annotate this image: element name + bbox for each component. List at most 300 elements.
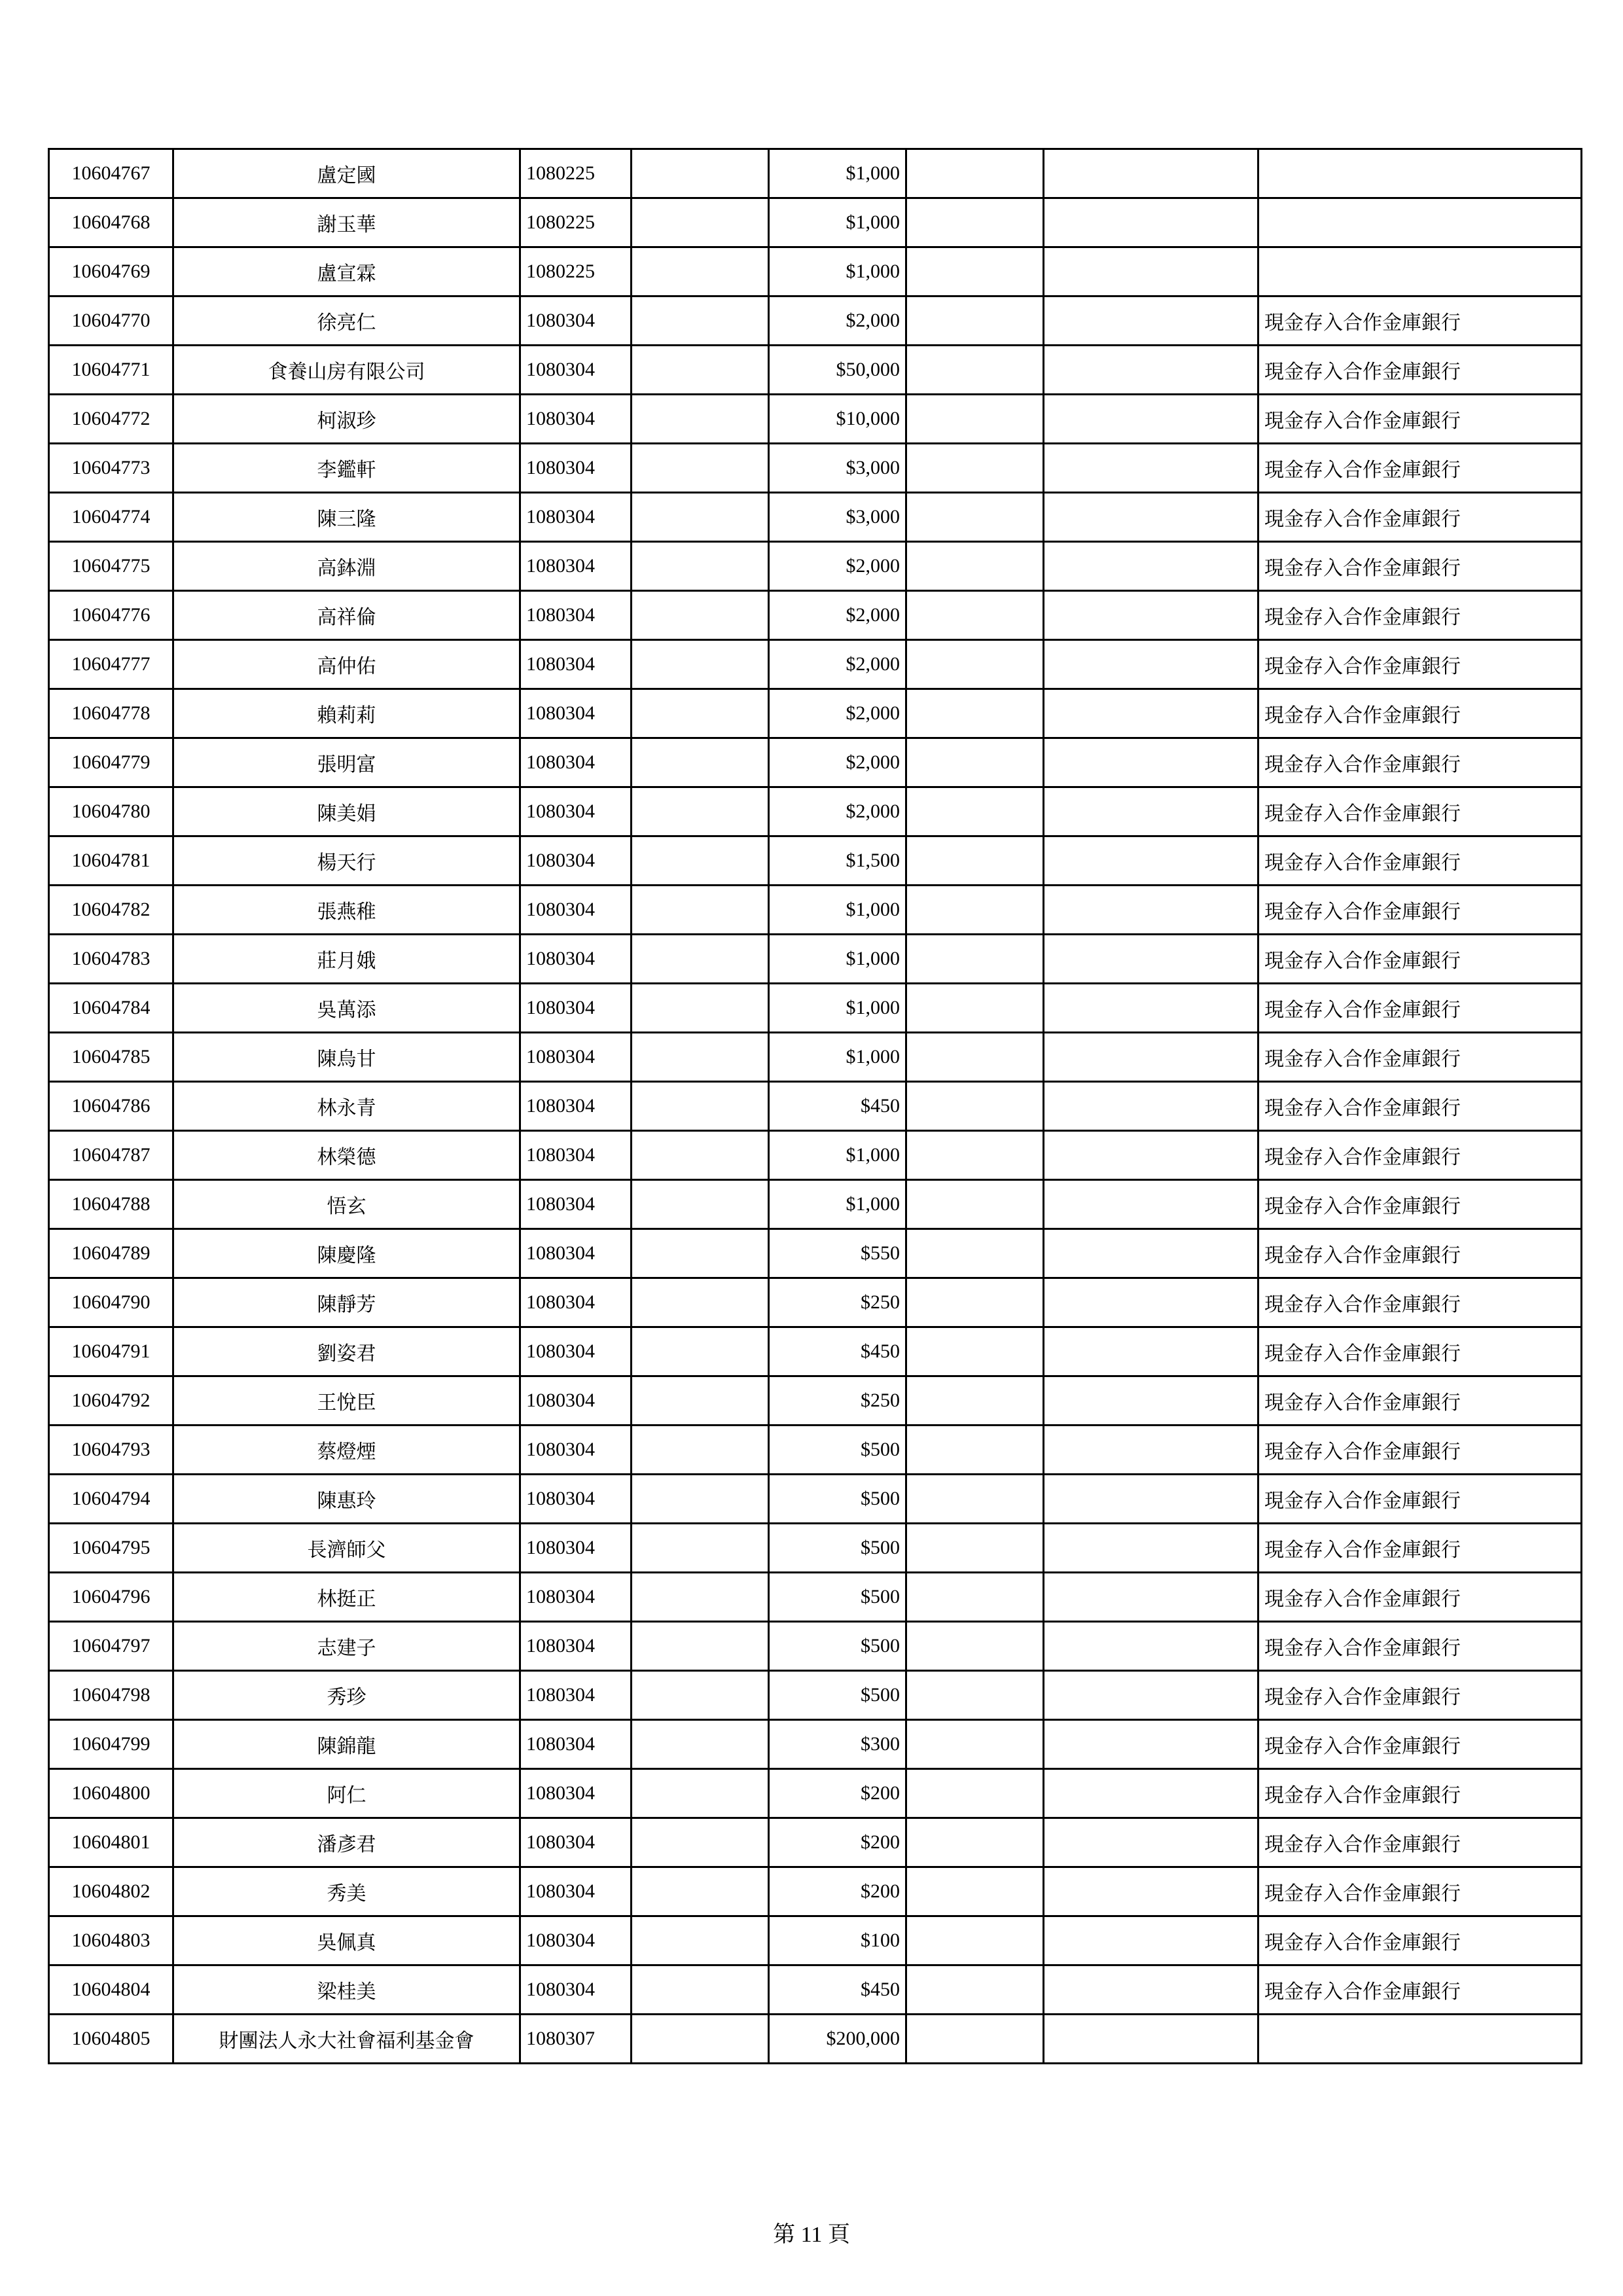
blank-cell <box>632 1524 769 1573</box>
blank-cell <box>1044 444 1258 493</box>
blank-cell <box>906 689 1044 738</box>
blank-cell <box>1044 738 1258 787</box>
remark-cell: 現金存入合作金庫銀行 <box>1258 444 1582 493</box>
donation-date-cell: 1080304 <box>520 1033 632 1082</box>
remark-cell: 現金存入合作金庫銀行 <box>1258 1327 1582 1376</box>
donation-date-cell: 1080304 <box>520 1965 632 2015</box>
receipt-number-cell: 10604800 <box>49 1769 173 1818</box>
table-row <box>49 1671 1582 1720</box>
blank-cell <box>632 296 769 346</box>
blank-cell <box>632 149 769 198</box>
blank-cell <box>906 738 1044 787</box>
amount-cell: $3,000 <box>769 493 906 542</box>
donation-date-cell: 1080304 <box>520 1376 632 1426</box>
donation-date-cell: 1080304 <box>520 1180 632 1229</box>
table-row <box>49 787 1582 836</box>
donation-date-cell: 1080304 <box>520 1426 632 1475</box>
receipt-number-cell: 10604776 <box>49 591 173 640</box>
amount-cell: $200 <box>769 1867 906 1916</box>
donation-date-cell: 1080225 <box>520 149 632 198</box>
blank-cell <box>1044 1278 1258 1327</box>
table-row <box>49 886 1582 935</box>
blank-cell <box>632 1327 769 1376</box>
blank-cell <box>906 1769 1044 1818</box>
remark-cell: 現金存入合作金庫銀行 <box>1258 787 1582 836</box>
blank-cell <box>632 591 769 640</box>
amount-cell: $1,000 <box>769 935 906 984</box>
table-row <box>49 1278 1582 1327</box>
remark-cell: 現金存入合作金庫銀行 <box>1258 1475 1582 1524</box>
table-row <box>49 149 1582 198</box>
donor-name-cell: 謝玉華 <box>173 198 520 247</box>
amount-cell: $500 <box>769 1573 906 1622</box>
receipt-number-cell: 10604786 <box>49 1082 173 1131</box>
blank-cell <box>632 1082 769 1131</box>
blank-cell <box>906 640 1044 689</box>
remark-cell: 現金存入合作金庫銀行 <box>1258 886 1582 935</box>
blank-cell <box>632 1180 769 1229</box>
blank-cell <box>632 395 769 444</box>
amount-cell: $500 <box>769 1475 906 1524</box>
donor-name-cell: 陳美娟 <box>173 787 520 836</box>
blank-cell <box>906 1524 1044 1573</box>
receipt-number-cell: 10604799 <box>49 1720 173 1769</box>
blank-cell <box>1044 1033 1258 1082</box>
amount-cell: $1,000 <box>769 984 906 1033</box>
blank-cell <box>906 1867 1044 1916</box>
donor-name-cell: 賴莉莉 <box>173 689 520 738</box>
donation-date-cell: 1080304 <box>520 640 632 689</box>
receipt-number-cell: 10604768 <box>49 198 173 247</box>
amount-cell: $500 <box>769 1671 906 1720</box>
blank-cell <box>906 2015 1044 2064</box>
donor-name-cell: 盧定國 <box>173 149 520 198</box>
blank-cell <box>906 1180 1044 1229</box>
table-row <box>49 1524 1582 1573</box>
receipt-number-cell: 10604793 <box>49 1426 173 1475</box>
donation-date-cell: 1080304 <box>520 1818 632 1867</box>
donor-name-cell: 莊月娥 <box>173 935 520 984</box>
receipt-number-cell: 10604783 <box>49 935 173 984</box>
table-row <box>49 738 1582 787</box>
blank-cell <box>632 738 769 787</box>
receipt-number-cell: 10604779 <box>49 738 173 787</box>
donor-name-cell: 劉姿君 <box>173 1327 520 1376</box>
receipt-number-cell: 10604789 <box>49 1229 173 1278</box>
blank-cell <box>1044 591 1258 640</box>
table-row <box>49 591 1582 640</box>
blank-cell <box>1044 886 1258 935</box>
remark-cell: 現金存入合作金庫銀行 <box>1258 1229 1582 1278</box>
remark-cell: 現金存入合作金庫銀行 <box>1258 346 1582 395</box>
donor-name-cell: 陳惠玲 <box>173 1475 520 1524</box>
receipt-number-cell: 10604805 <box>49 2015 173 2064</box>
amount-cell: $500 <box>769 1524 906 1573</box>
receipt-number-cell: 10604796 <box>49 1573 173 1622</box>
receipt-number-cell: 10604773 <box>49 444 173 493</box>
remark-cell: 現金存入合作金庫銀行 <box>1258 1131 1582 1180</box>
table-row <box>49 1622 1582 1671</box>
donation-date-cell: 1080304 <box>520 984 632 1033</box>
remark-cell: 現金存入合作金庫銀行 <box>1258 984 1582 1033</box>
amount-cell: $2,000 <box>769 787 906 836</box>
donor-name-cell: 梁桂美 <box>173 1965 520 2015</box>
remark-cell: 現金存入合作金庫銀行 <box>1258 1426 1582 1475</box>
amount-cell: $250 <box>769 1278 906 1327</box>
blank-cell <box>906 149 1044 198</box>
blank-cell <box>632 640 769 689</box>
amount-cell: $1,000 <box>769 886 906 935</box>
blank-cell <box>632 836 769 886</box>
amount-cell: $2,000 <box>769 640 906 689</box>
table-row <box>49 1867 1582 1916</box>
donation-ledger-table <box>48 148 1582 2064</box>
donor-name-cell: 林永青 <box>173 1082 520 1131</box>
blank-cell <box>632 2015 769 2064</box>
amount-cell: $2,000 <box>769 591 906 640</box>
receipt-number-cell: 10604797 <box>49 1622 173 1671</box>
blank-cell <box>1044 1671 1258 1720</box>
blank-cell <box>1044 198 1258 247</box>
blank-cell <box>632 1278 769 1327</box>
receipt-number-cell: 10604774 <box>49 493 173 542</box>
donation-date-cell: 1080304 <box>520 1524 632 1573</box>
blank-cell <box>1044 1082 1258 1131</box>
table-row <box>49 935 1582 984</box>
receipt-number-cell: 10604772 <box>49 395 173 444</box>
donation-date-cell: 1080304 <box>520 738 632 787</box>
receipt-number-cell: 10604791 <box>49 1327 173 1376</box>
amount-cell: $200 <box>769 1769 906 1818</box>
blank-cell <box>632 1573 769 1622</box>
donation-date-cell: 1080304 <box>520 1082 632 1131</box>
blank-cell <box>906 1376 1044 1426</box>
blank-cell <box>632 198 769 247</box>
blank-cell <box>1044 1916 1258 1965</box>
remark-cell: 現金存入合作金庫銀行 <box>1258 689 1582 738</box>
table-row <box>49 1769 1582 1818</box>
blank-cell <box>906 787 1044 836</box>
table-row <box>49 1426 1582 1475</box>
receipt-number-cell: 10604781 <box>49 836 173 886</box>
blank-cell <box>632 1867 769 1916</box>
blank-cell <box>906 1278 1044 1327</box>
receipt-number-cell: 10604794 <box>49 1475 173 1524</box>
blank-cell <box>632 1818 769 1867</box>
donation-date-cell: 1080304 <box>520 1867 632 1916</box>
donor-name-cell: 高祥倫 <box>173 591 520 640</box>
receipt-number-cell: 10604801 <box>49 1818 173 1867</box>
blank-cell <box>906 984 1044 1033</box>
donation-date-cell: 1080304 <box>520 1131 632 1180</box>
blank-cell <box>906 542 1044 591</box>
donor-name-cell: 柯淑珍 <box>173 395 520 444</box>
donation-date-cell: 1080304 <box>520 296 632 346</box>
table-row <box>49 1376 1582 1426</box>
table-row <box>49 1229 1582 1278</box>
blank-cell <box>632 493 769 542</box>
donor-name-cell: 高仲佑 <box>173 640 520 689</box>
blank-cell <box>632 984 769 1033</box>
table-row <box>49 247 1582 296</box>
amount-cell: $3,000 <box>769 444 906 493</box>
blank-cell <box>1044 1131 1258 1180</box>
table-row <box>49 1475 1582 1524</box>
remark-cell <box>1258 149 1582 198</box>
table-row <box>49 1818 1582 1867</box>
blank-cell <box>1044 1720 1258 1769</box>
table-row <box>49 1327 1582 1376</box>
donation-date-cell: 1080304 <box>520 542 632 591</box>
blank-cell <box>1044 1769 1258 1818</box>
amount-cell: $1,000 <box>769 247 906 296</box>
remark-cell: 現金存入合作金庫銀行 <box>1258 1180 1582 1229</box>
donor-name-cell: 張明富 <box>173 738 520 787</box>
blank-cell <box>906 591 1044 640</box>
receipt-number-cell: 10604777 <box>49 640 173 689</box>
blank-cell <box>906 1082 1044 1131</box>
remark-cell: 現金存入合作金庫銀行 <box>1258 1916 1582 1965</box>
donor-name-cell: 張燕稚 <box>173 886 520 935</box>
blank-cell <box>632 886 769 935</box>
donor-name-cell: 食養山房有限公司 <box>173 346 520 395</box>
blank-cell <box>632 1622 769 1671</box>
receipt-number-cell: 10604792 <box>49 1376 173 1426</box>
donor-name-cell: 吳佩真 <box>173 1916 520 1965</box>
amount-cell: $450 <box>769 1082 906 1131</box>
amount-cell: $10,000 <box>769 395 906 444</box>
donation-date-cell: 1080304 <box>520 787 632 836</box>
blank-cell <box>1044 493 1258 542</box>
remark-cell: 現金存入合作金庫銀行 <box>1258 836 1582 886</box>
blank-cell <box>1044 1426 1258 1475</box>
blank-cell <box>632 1769 769 1818</box>
blank-cell <box>1044 1818 1258 1867</box>
blank-cell <box>906 1916 1044 1965</box>
blank-cell <box>1044 542 1258 591</box>
donor-name-cell: 財團法人永大社會福利基金會 <box>173 2015 520 2064</box>
donor-name-cell: 陳三隆 <box>173 493 520 542</box>
blank-cell <box>632 1916 769 1965</box>
amount-cell: $2,000 <box>769 738 906 787</box>
remark-cell: 現金存入合作金庫銀行 <box>1258 640 1582 689</box>
receipt-number-cell: 10604787 <box>49 1131 173 1180</box>
remark-cell: 現金存入合作金庫銀行 <box>1258 1033 1582 1082</box>
remark-cell <box>1258 247 1582 296</box>
donor-name-cell: 悟玄 <box>173 1180 520 1229</box>
table-row <box>49 1033 1582 1082</box>
blank-cell <box>906 886 1044 935</box>
receipt-number-cell: 10604784 <box>49 984 173 1033</box>
blank-cell <box>1044 346 1258 395</box>
receipt-number-cell: 10604769 <box>49 247 173 296</box>
blank-cell <box>1044 149 1258 198</box>
amount-cell: $1,000 <box>769 198 906 247</box>
blank-cell <box>906 346 1044 395</box>
blank-cell <box>906 395 1044 444</box>
blank-cell <box>906 1965 1044 2015</box>
remark-cell: 現金存入合作金庫銀行 <box>1258 296 1582 346</box>
donation-date-cell: 1080304 <box>520 1916 632 1965</box>
blank-cell <box>632 1671 769 1720</box>
amount-cell: $500 <box>769 1426 906 1475</box>
table-row <box>49 836 1582 886</box>
table-row <box>49 984 1582 1033</box>
remark-cell: 現金存入合作金庫銀行 <box>1258 1769 1582 1818</box>
blank-cell <box>906 1475 1044 1524</box>
blank-cell <box>632 689 769 738</box>
blank-cell <box>1044 1376 1258 1426</box>
blank-cell <box>906 198 1044 247</box>
amount-cell: $1,500 <box>769 836 906 886</box>
blank-cell <box>632 1965 769 2015</box>
blank-cell <box>1044 1622 1258 1671</box>
receipt-number-cell: 10604771 <box>49 346 173 395</box>
donor-name-cell: 高鉢淵 <box>173 542 520 591</box>
blank-cell <box>906 1327 1044 1376</box>
blank-cell <box>1044 1965 1258 2015</box>
remark-cell: 現金存入合作金庫銀行 <box>1258 1573 1582 1622</box>
table-row <box>49 1180 1582 1229</box>
blank-cell <box>906 247 1044 296</box>
donation-date-cell: 1080304 <box>520 1327 632 1376</box>
donor-name-cell: 林榮德 <box>173 1131 520 1180</box>
blank-cell <box>906 1033 1044 1082</box>
donor-name-cell: 林挺正 <box>173 1573 520 1622</box>
blank-cell <box>906 1131 1044 1180</box>
blank-cell <box>632 935 769 984</box>
blank-cell <box>632 444 769 493</box>
donation-date-cell: 1080304 <box>520 1622 632 1671</box>
donation-date-cell: 1080304 <box>520 1769 632 1818</box>
table-row <box>49 296 1582 346</box>
blank-cell <box>1044 1180 1258 1229</box>
blank-cell <box>1044 296 1258 346</box>
donation-date-cell: 1080304 <box>520 886 632 935</box>
remark-cell: 現金存入合作金庫銀行 <box>1258 1720 1582 1769</box>
donation-date-cell: 1080304 <box>520 1229 632 1278</box>
blank-cell <box>1044 935 1258 984</box>
table-row <box>49 1573 1582 1622</box>
blank-cell <box>1044 787 1258 836</box>
blank-cell <box>1044 2015 1258 2064</box>
remark-cell: 現金存入合作金庫銀行 <box>1258 1622 1582 1671</box>
donation-date-cell: 1080304 <box>520 444 632 493</box>
donation-date-cell: 1080304 <box>520 591 632 640</box>
blank-cell <box>1044 1867 1258 1916</box>
amount-cell: $1,000 <box>769 1033 906 1082</box>
blank-cell <box>632 1229 769 1278</box>
donor-name-cell: 陳靜芳 <box>173 1278 520 1327</box>
blank-cell <box>632 1033 769 1082</box>
blank-cell <box>632 1475 769 1524</box>
donation-date-cell: 1080304 <box>520 836 632 886</box>
receipt-number-cell: 10604780 <box>49 787 173 836</box>
blank-cell <box>1044 1524 1258 1573</box>
receipt-number-cell: 10604790 <box>49 1278 173 1327</box>
receipt-number-cell: 10604775 <box>49 542 173 591</box>
table-row <box>49 1082 1582 1131</box>
donor-name-cell: 李鑑軒 <box>173 444 520 493</box>
amount-cell: $450 <box>769 1965 906 2015</box>
table-row <box>49 2015 1582 2064</box>
receipt-number-cell: 10604798 <box>49 1671 173 1720</box>
donation-date-cell: 1080304 <box>520 1671 632 1720</box>
amount-cell: $200 <box>769 1818 906 1867</box>
remark-cell: 現金存入合作金庫銀行 <box>1258 1818 1582 1867</box>
amount-cell: $50,000 <box>769 346 906 395</box>
remark-cell: 現金存入合作金庫銀行 <box>1258 1278 1582 1327</box>
remark-cell: 現金存入合作金庫銀行 <box>1258 1082 1582 1131</box>
receipt-number-cell: 10604802 <box>49 1867 173 1916</box>
blank-cell <box>1044 1327 1258 1376</box>
amount-cell: $550 <box>769 1229 906 1278</box>
donation-date-cell: 1080304 <box>520 395 632 444</box>
amount-cell: $1,000 <box>769 149 906 198</box>
donation-date-cell: 1080225 <box>520 247 632 296</box>
donor-name-cell: 徐亮仁 <box>173 296 520 346</box>
blank-cell <box>1044 1475 1258 1524</box>
blank-cell <box>632 1131 769 1180</box>
donation-date-cell: 1080304 <box>520 346 632 395</box>
receipt-number-cell: 10604770 <box>49 296 173 346</box>
blank-cell <box>906 1622 1044 1671</box>
blank-cell <box>906 836 1044 886</box>
receipt-number-cell: 10604788 <box>49 1180 173 1229</box>
remark-cell: 現金存入合作金庫銀行 <box>1258 493 1582 542</box>
blank-cell <box>632 247 769 296</box>
table-row <box>49 640 1582 689</box>
table-row <box>49 198 1582 247</box>
blank-cell <box>632 787 769 836</box>
blank-cell <box>1044 247 1258 296</box>
blank-cell <box>906 1573 1044 1622</box>
blank-cell <box>632 1376 769 1426</box>
table-row <box>49 689 1582 738</box>
remark-cell: 現金存入合作金庫銀行 <box>1258 1965 1582 2015</box>
remark-cell: 現金存入合作金庫銀行 <box>1258 738 1582 787</box>
donor-name-cell: 陳烏甘 <box>173 1033 520 1082</box>
donor-name-cell: 潘彥君 <box>173 1818 520 1867</box>
amount-cell: $2,000 <box>769 296 906 346</box>
donation-date-cell: 1080304 <box>520 935 632 984</box>
remark-cell: 現金存入合作金庫銀行 <box>1258 935 1582 984</box>
amount-cell: $1,000 <box>769 1131 906 1180</box>
blank-cell <box>906 444 1044 493</box>
amount-cell: $2,000 <box>769 689 906 738</box>
donor-name-cell: 秀美 <box>173 1867 520 1916</box>
ledger-body <box>49 149 1582 2064</box>
table-row <box>49 346 1582 395</box>
donor-name-cell: 阿仁 <box>173 1769 520 1818</box>
table-row <box>49 444 1582 493</box>
remark-cell: 現金存入合作金庫銀行 <box>1258 395 1582 444</box>
blank-cell <box>906 493 1044 542</box>
donor-name-cell: 盧宣霖 <box>173 247 520 296</box>
receipt-number-cell: 10604767 <box>49 149 173 198</box>
page-number: 第 11 頁 <box>773 2223 850 2247</box>
table-row <box>49 1720 1582 1769</box>
amount-cell: $2,000 <box>769 542 906 591</box>
blank-cell <box>906 1229 1044 1278</box>
blank-cell <box>1044 836 1258 886</box>
receipt-number-cell: 10604803 <box>49 1916 173 1965</box>
remark-cell: 現金存入合作金庫銀行 <box>1258 542 1582 591</box>
blank-cell <box>1044 640 1258 689</box>
blank-cell <box>906 1818 1044 1867</box>
receipt-number-cell: 10604778 <box>49 689 173 738</box>
donor-name-cell: 楊天行 <box>173 836 520 886</box>
